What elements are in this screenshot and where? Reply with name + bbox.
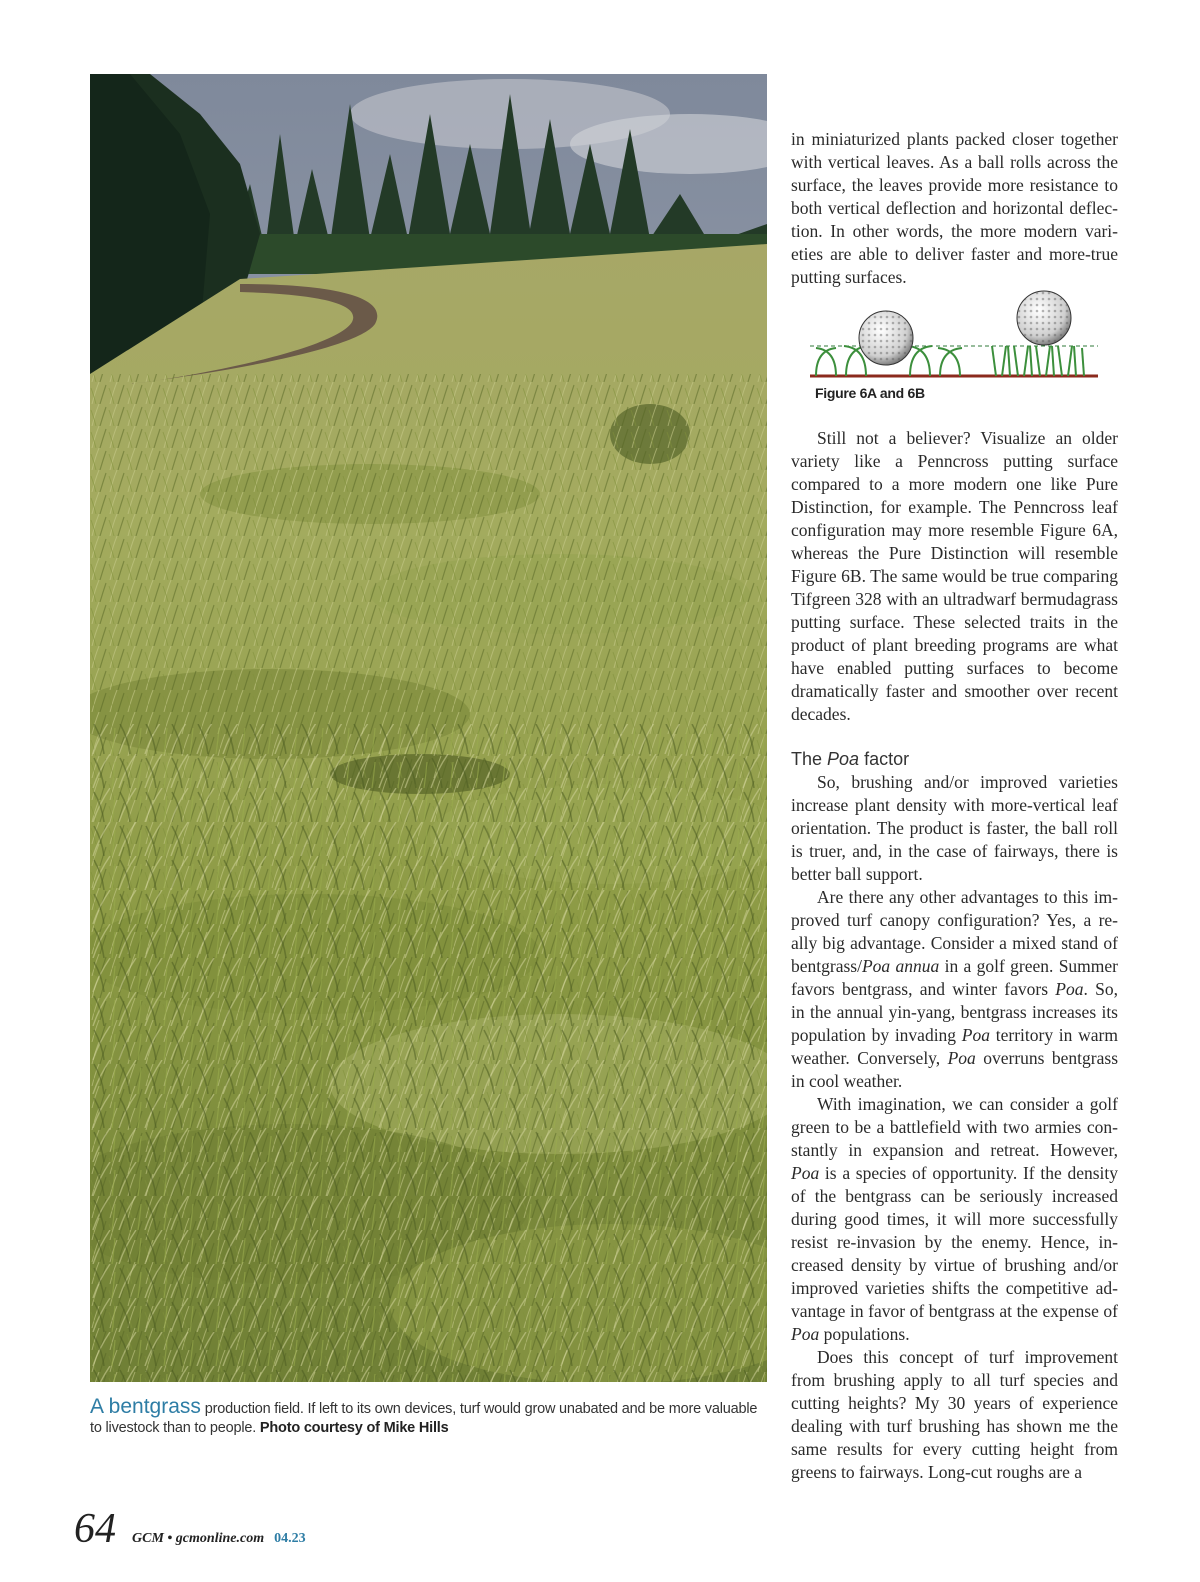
page-number: 64 bbox=[74, 1506, 116, 1552]
paragraph bbox=[791, 1093, 1118, 1346]
text-run: Are there any other advantages to this improved turf canopy configuration? Yes, a really big advantage. Consider a mixed stand of bentgrass/ bbox=[791, 887, 1118, 976]
text-run: overruns bentgrass in cool weather. bbox=[791, 1048, 1118, 1091]
italic-run: Poa bbox=[947, 1048, 976, 1068]
issue-date: 04.23 bbox=[274, 1531, 306, 1546]
page-footer bbox=[74, 1505, 306, 1565]
article-column-top bbox=[791, 128, 1118, 289]
text-run: With imagination, we can consider a golf green to be a battlefield with two armies constantly in expansion and retreat. However, bbox=[791, 1094, 1118, 1160]
figure-caption: Figure 6A and 6B bbox=[815, 385, 925, 401]
magazine-name: GCM bbox=[132, 1531, 164, 1546]
italic-run: Poa annua bbox=[861, 956, 940, 976]
photo-credit: Photo courtesy of Mike Hills bbox=[259, 1420, 449, 1436]
article-column-body bbox=[791, 427, 1118, 1484]
paragraph: Does this concept of turf improvement from brushing apply to all turf species and cutting heights? My 30 years of experience dealing with turf brushing has shown me the same results for every cutting height from greens to fairways. Long-cut roughs are a bbox=[791, 1347, 1118, 1482]
paragraph: Still not a believer? Visualize an older variety like a Penncross putting surface compared to a more modern one like Pure Distinction, for example. The Penncross leaf configuration may more resemble Figure 6A, whereas the Pure Distinction will resemble Figure 6B. The same would be true comparing Tifgreen 328 with an ultradwarf bermudagrass putting surface. These selected traits in the product of plant breeding programs are what have enabled putting surfaces to become dramatically faster and smoother over recent decades. bbox=[791, 428, 1118, 724]
section-subhead bbox=[791, 747, 1118, 771]
magazine-site bbox=[132, 1531, 264, 1547]
figure-6a-6b-illustration bbox=[806, 290, 1102, 382]
italic-run: Poa bbox=[791, 1324, 820, 1344]
text-run: . So, in the annual yin-yang, bentgrass increases its population by invading bbox=[791, 979, 1118, 1045]
caption-text: production field. If left to its own devices, turf would grow unabated and be more valuable to livestock than to people. bbox=[90, 1401, 758, 1436]
text-run: territory in warm weather. Conversely, bbox=[791, 1025, 1118, 1068]
subhead-text: The bbox=[791, 749, 828, 769]
italic-run: Poa bbox=[791, 1163, 820, 1183]
text-run: is a species of opportunity. If the density of the bentgrass can be seriously increased during good times, it will more successfully resist re-invasion by the enemy. Hence, increased density by virtue of brushing and/or improved varieties shifts the competitive advantage in favor of bentgrass at the expense of bbox=[791, 1163, 1118, 1321]
subhead-text: factor bbox=[859, 749, 910, 769]
subhead-italic: Poa bbox=[827, 749, 860, 769]
caption-lead: A bentgrass bbox=[90, 1395, 201, 1418]
text-run: in a golf green. Summer favors bentgrass, and winter favors bbox=[791, 956, 1118, 999]
italic-run: Poa bbox=[1055, 979, 1084, 999]
photo-caption bbox=[90, 1397, 770, 1438]
magazine-url: • gcmonline.com bbox=[163, 1531, 265, 1546]
text-run: populations. bbox=[819, 1324, 910, 1344]
italic-run: Poa bbox=[961, 1025, 990, 1045]
bentgrass-field-photo bbox=[90, 74, 767, 1382]
paragraph bbox=[791, 886, 1118, 1093]
paragraph: So, brushing and/or improved varieties increase plant density with more-vertical leaf orientation. The product is faster, the ball roll is truer, and, in the case of fairways, there is better ball support. bbox=[791, 772, 1118, 884]
paragraph: in miniaturized plants packed closer together with vertical leaves. As a ball rolls across the surface, the leaves provide more resistance to both vertical deflection and horizontal deflection. In other words, the more modern varieties are able to deliver faster and more-true putting surfaces. bbox=[791, 129, 1118, 287]
